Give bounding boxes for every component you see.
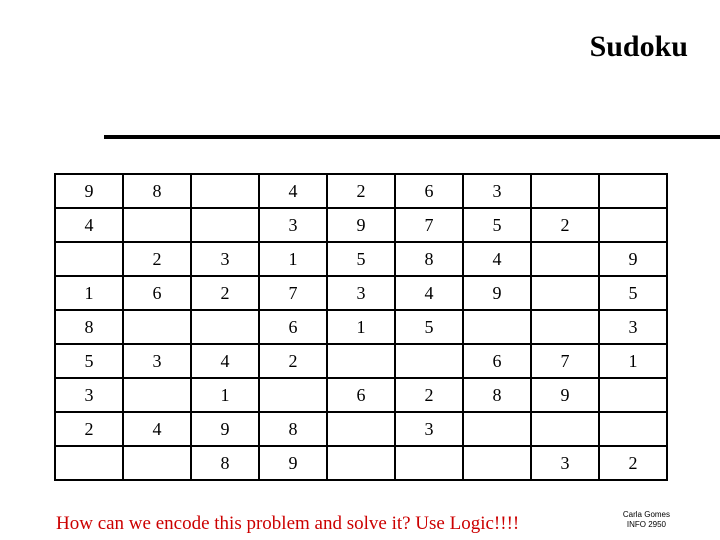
grid-cell: 9 <box>599 242 667 276</box>
grid-cell <box>327 412 395 446</box>
grid-cell: 7 <box>395 208 463 242</box>
slide-caption: How can we encode this problem and solve it? Use Logic!!!! <box>56 513 520 534</box>
grid-cell <box>531 412 599 446</box>
grid-cell: 4 <box>463 242 531 276</box>
grid-cell: 4 <box>123 412 191 446</box>
grid-cell: 2 <box>259 344 327 378</box>
grid-cell: 4 <box>191 344 259 378</box>
grid-cell: 8 <box>395 242 463 276</box>
grid-cell: 2 <box>55 412 123 446</box>
grid-cell: 9 <box>327 208 395 242</box>
grid-cell: 6 <box>327 378 395 412</box>
grid-cell: 6 <box>463 344 531 378</box>
grid-cell <box>123 446 191 480</box>
grid-cell: 3 <box>531 446 599 480</box>
grid-cell: 1 <box>191 378 259 412</box>
grid-cell <box>259 378 327 412</box>
grid-cell: 6 <box>259 310 327 344</box>
grid-cell: 9 <box>55 174 123 208</box>
grid-cell: 5 <box>395 310 463 344</box>
grid-row <box>55 344 667 378</box>
grid-cell: 2 <box>599 446 667 480</box>
grid-cell: 5 <box>463 208 531 242</box>
grid-cell <box>531 310 599 344</box>
grid-cell <box>123 378 191 412</box>
grid-cell: 9 <box>531 378 599 412</box>
grid-cell: 8 <box>259 412 327 446</box>
grid-cell: 1 <box>259 242 327 276</box>
grid-cell <box>531 276 599 310</box>
grid-cell: 9 <box>463 276 531 310</box>
grid-cell <box>191 208 259 242</box>
grid-cell <box>531 174 599 208</box>
grid-cell: 3 <box>191 242 259 276</box>
grid-cell <box>123 208 191 242</box>
grid-cell: 1 <box>327 310 395 344</box>
grid-cell: 3 <box>599 310 667 344</box>
grid-cell <box>599 208 667 242</box>
grid-cell: 6 <box>123 276 191 310</box>
grid-cell: 3 <box>395 412 463 446</box>
grid-cell <box>55 242 123 276</box>
credit-course: INFO 2950 <box>626 520 666 529</box>
grid-cell <box>327 344 395 378</box>
grid-cell: 8 <box>55 310 123 344</box>
grid-cell: 3 <box>327 276 395 310</box>
grid-cell <box>599 412 667 446</box>
grid-cell <box>463 412 531 446</box>
grid-row <box>55 446 667 480</box>
grid-row <box>55 174 667 208</box>
grid-cell <box>327 446 395 480</box>
grid-cell: 8 <box>191 446 259 480</box>
grid-cell: 7 <box>259 276 327 310</box>
grid-cell <box>463 310 531 344</box>
grid-cell: 4 <box>259 174 327 208</box>
grid-cell: 4 <box>55 208 123 242</box>
grid-cell: 5 <box>55 344 123 378</box>
grid-cell: 8 <box>123 174 191 208</box>
grid-cell: 3 <box>55 378 123 412</box>
grid-cell <box>123 310 191 344</box>
grid-cell: 1 <box>55 276 123 310</box>
credit-author: Carla Gomes <box>622 510 670 519</box>
sudoku-grid <box>54 173 668 481</box>
slide-title: Sudoku <box>589 30 688 63</box>
grid-cell: 5 <box>327 242 395 276</box>
grid-cell: 4 <box>395 276 463 310</box>
grid-row <box>55 378 667 412</box>
grid-cell <box>55 446 123 480</box>
grid-cell: 9 <box>259 446 327 480</box>
grid-cell: 3 <box>259 208 327 242</box>
grid-cell: 8 <box>463 378 531 412</box>
grid-cell <box>531 242 599 276</box>
grid-row <box>55 310 667 344</box>
author-credit <box>623 510 670 530</box>
grid-cell <box>463 446 531 480</box>
grid-cell <box>191 310 259 344</box>
grid-cell: 3 <box>463 174 531 208</box>
grid-cell: 2 <box>123 242 191 276</box>
grid-cell: 9 <box>191 412 259 446</box>
grid-cell: 2 <box>531 208 599 242</box>
grid-row <box>55 276 667 310</box>
grid-row <box>55 242 667 276</box>
grid-cell <box>395 446 463 480</box>
grid-row <box>55 412 667 446</box>
grid-cell <box>599 378 667 412</box>
grid-cell <box>599 174 667 208</box>
grid-cell: 6 <box>395 174 463 208</box>
grid-cell: 1 <box>599 344 667 378</box>
grid-cell: 2 <box>395 378 463 412</box>
grid-cell <box>395 344 463 378</box>
grid-cell: 2 <box>191 276 259 310</box>
grid-cell: 3 <box>123 344 191 378</box>
grid-cell <box>191 174 259 208</box>
grid-row <box>55 208 667 242</box>
title-underline <box>104 135 720 139</box>
grid-cell: 2 <box>327 174 395 208</box>
grid-cell: 5 <box>599 276 667 310</box>
grid-cell: 7 <box>531 344 599 378</box>
